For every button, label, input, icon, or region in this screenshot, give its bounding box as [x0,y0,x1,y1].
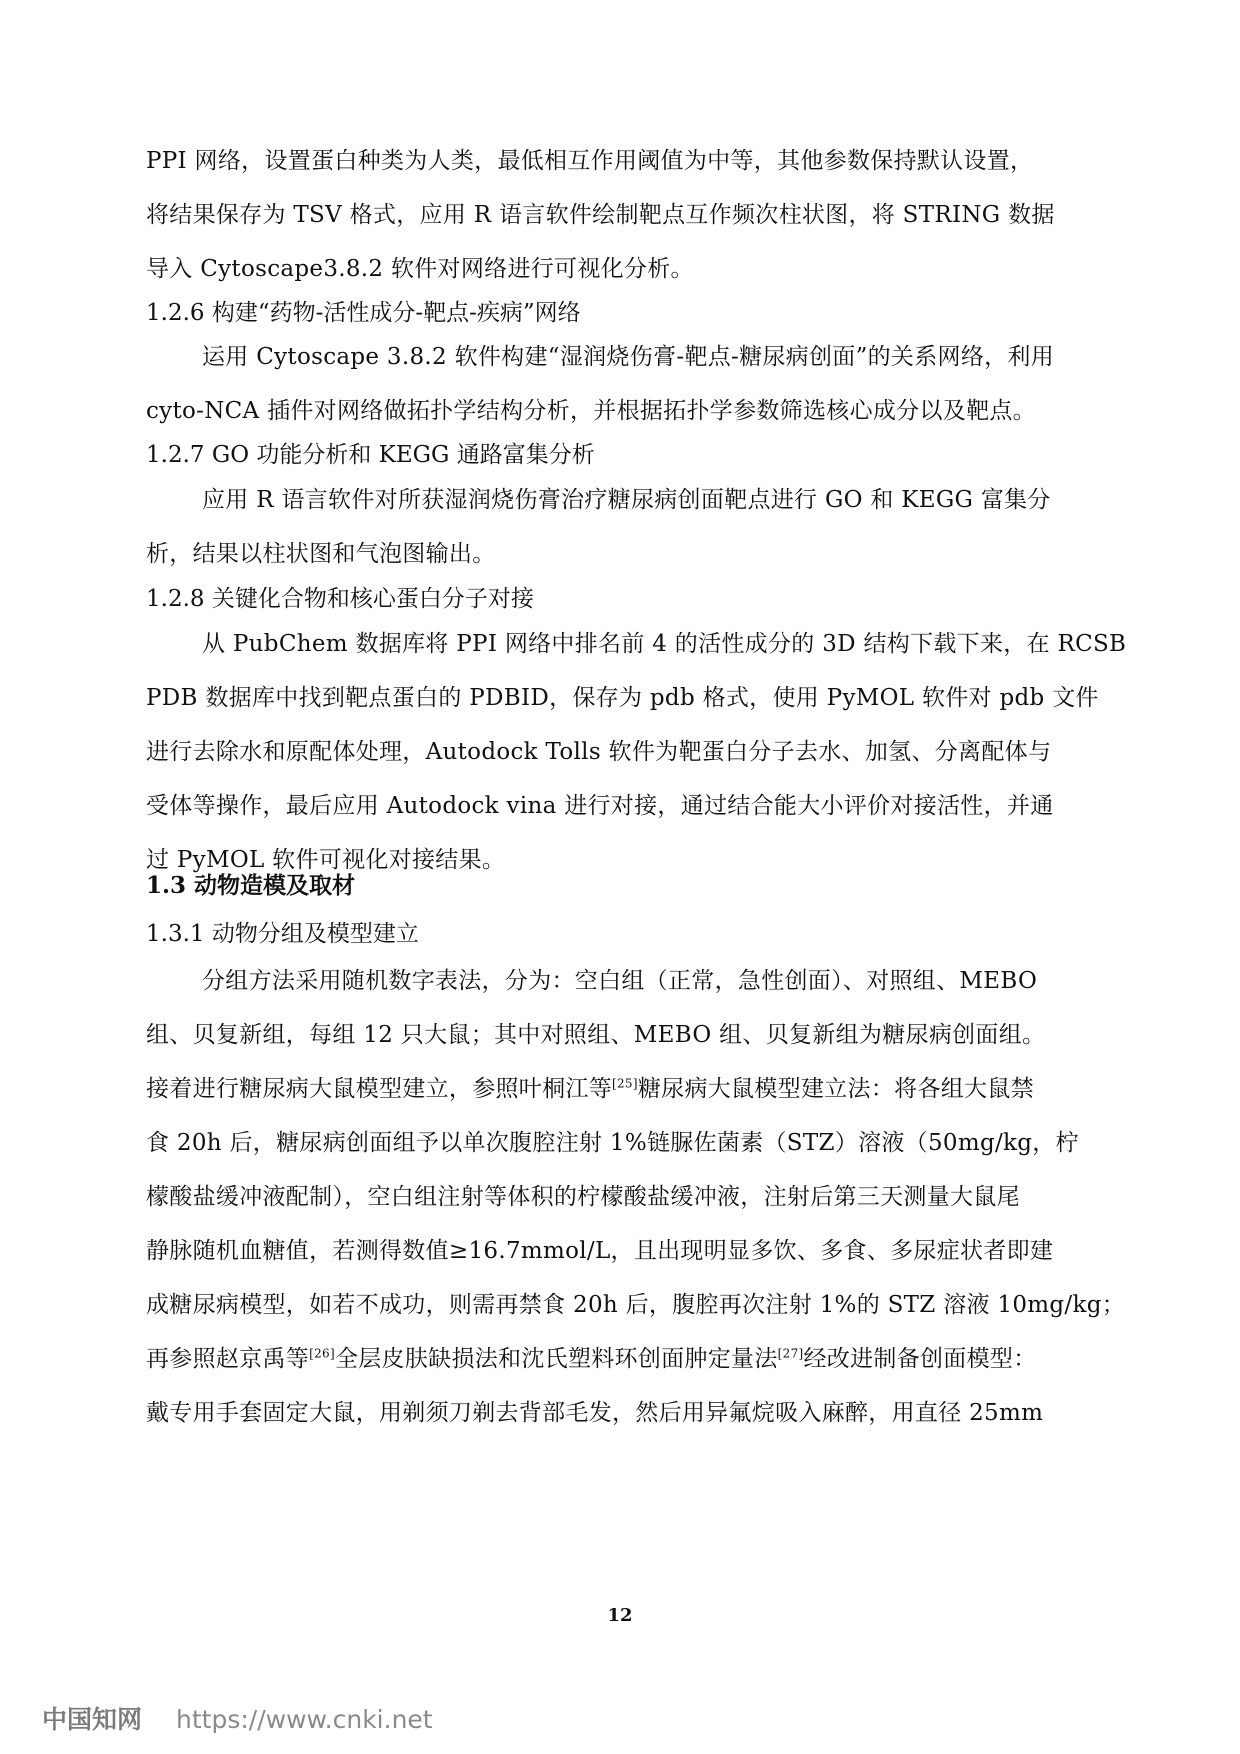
paragraph-cytoscape [146,330,1106,438]
heading-1-2-6: 1.2.6 构建“药物-活性成分-靶点-疾病”网络 [146,300,581,326]
text-line: 檬酸盐缓冲液配制），空白组注射等体积的柠檬酸盐缓冲液，注射后第三天测量大鼠尾 [146,1184,1020,1210]
text-line: 导入 Cytoscape3.8.2 软件对网络进行可视化分析。 [146,256,694,282]
text-line: 分组方法采用随机数字表法，分为：空白组（正常，急性创面）、对照组、MEBO [202,968,1038,994]
cnki-brand: 中国知网 [42,1705,143,1734]
text-line: PDB 数据库中找到靶点蛋白的 PDBID，保存为 pdb 格式，使用 PyMOL 软件对 pdb 文件 [146,685,1099,711]
text-line: 过 PyMOL 软件可视化对接结果。 [146,847,506,873]
text-segment: 糖尿病大鼠模型建立法：将各组大鼠禁 [637,1076,1034,1102]
text-line [146,1062,1106,1116]
text-line: 析，结果以柱状图和气泡图输出。 [146,541,496,567]
page-number: 12 [607,1605,633,1626]
paragraph-animal-model [146,954,1126,1440]
text-line: 应用 R 语言软件对所获湿润烧伤膏治疗糖尿病创面靶点进行 GO 和 KEGG 富集分 [202,487,1051,513]
cnki-url[interactable]: https://www.cnki.net [176,1705,433,1734]
footer-watermark [42,1700,433,1736]
text-segment: 全层皮肤缺损法和沈氏塑料环创面肿定量法 [334,1346,778,1372]
text-line: 将结果保存为 TSV 格式，应用 R 语言软件绘制靶点互作频次柱状图，将 STRING 数据 [146,202,1055,228]
text-line [146,1332,1106,1386]
text-line: PPI 网络，设置蛋白种类为人类，最低相互作用阈值为中等，其他参数保持默认设置， [146,148,1034,174]
citation-27[interactable]: [27] [777,1346,804,1361]
heading-1-2-7: 1.2.7 GO 功能分析和 KEGG 通路富集分析 [146,442,595,468]
heading-1-3-1: 1.3.1 动物分组及模型建立 [146,921,419,947]
text-segment: 经改进制备创面模型： [803,1346,1037,1372]
text-line: cyto-NCA 插件对网络做拓扑学结构分析，并根据拓扑学参数筛选核心成分以及靶点。 [146,398,1036,424]
text-line: 成糖尿病模型，如若不成功，则需再禁食 20h 后，腹腔再次注射 1%的 STZ 溶液 10mg/kg； [146,1292,1126,1318]
paragraph-ppi-network [146,134,1106,296]
text-line: 运用 Cytoscape 3.8.2 软件构建“湿润烧伤膏-靶点-糖尿病创面”的关系网络，利用 [202,344,1055,370]
paragraph-go-kegg [146,473,1106,581]
text-segment: 接着进行糖尿病大鼠模型建立，参照叶桐江等 [146,1076,612,1102]
text-line: 从 PubChem 数据库将 PPI 网络中排名前 4 的活性成分的 3D 结构下载下来，在 RCSB [202,631,1127,657]
text-line: 进行去除水和原配体处理，Autodock Tolls 软件为靶蛋白分子去水、加氢、分离配体与 [146,739,1052,765]
citation-25[interactable]: [25] [612,1076,638,1091]
heading-1-2-8: 1.2.8 关键化合物和核心蛋白分子对接 [146,586,534,612]
text-line: 组、贝复新组，每组 12 只大鼠；其中对照组、MEBO 组、贝复新组为糖尿病创面组。 [146,1022,1046,1048]
text-line: 戴专用手套固定大鼠，用剃须刀剃去背部毛发，然后用异氟烷吸入麻醉，用直径 25mm [146,1400,1044,1426]
text-line: 受体等操作，最后应用 Autodock vina 进行对接，通过结合能大小评价对接活性，并通 [146,793,1054,819]
citation-26[interactable]: [26] [309,1346,335,1361]
heading-1-3: 1.3 动物造模及取材 [146,872,356,899]
text-segment: 再参照赵京禹等 [146,1346,310,1372]
paragraph-docking [146,617,1127,887]
text-line: 食 20h 后，糖尿病创面组予以单次腹腔注射 1%链脲佐菌素（STZ）溶液（50mg/kg，柠 [146,1130,1079,1156]
text-line: 静脉随机血糖值，若测得数值≥16.7mmol/L，且出现明显多饮、多食、多尿症状者即建 [146,1238,1054,1264]
